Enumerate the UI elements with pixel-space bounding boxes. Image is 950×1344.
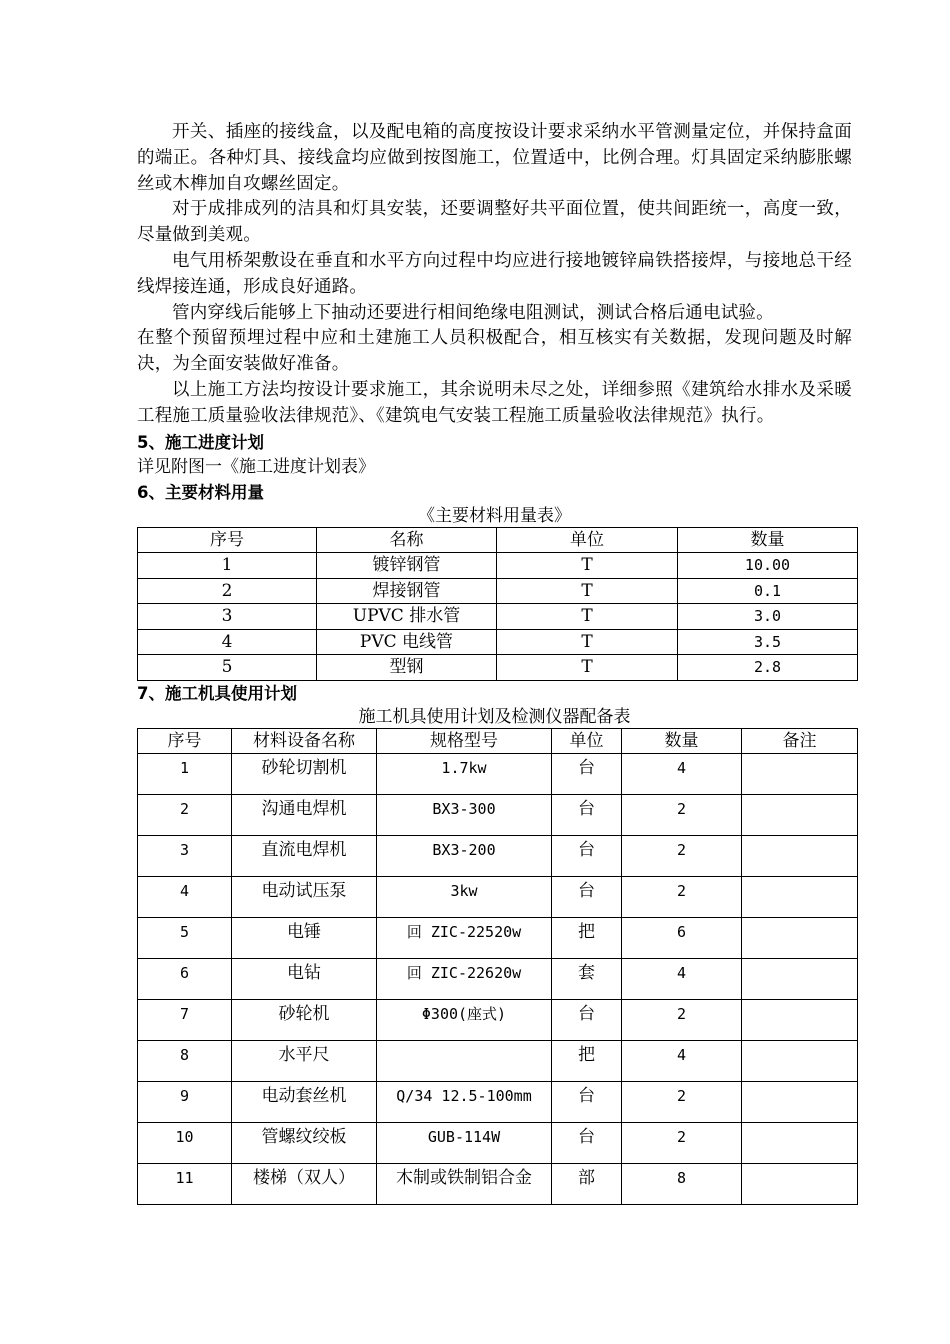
table-cell: 0.1 [678,578,858,604]
table-row [138,876,858,917]
table-cell: 3.0 [678,604,858,630]
table-cell: 电钻 [232,958,377,999]
table-row [138,958,858,999]
table-cell [742,917,858,958]
table-cell: 管螺纹绞板 [232,1122,377,1163]
column-header: 规格型号 [377,728,552,753]
table-cell: 10.00 [678,553,858,579]
table-cell: 台 [552,1122,622,1163]
column-header: 数量 [678,527,858,553]
column-header: 备注 [742,728,858,753]
table-cell: Φ300(座式) [377,999,552,1040]
table-cell: 把 [552,917,622,958]
table-cell: 2 [622,876,742,917]
table-cell: 2 [622,794,742,835]
table-cell: 1 [138,753,232,794]
column-header: 材料设备名称 [232,728,377,753]
table-cell [377,1040,552,1081]
table-cell: 沟通电焊机 [232,794,377,835]
table-cell: 4 [138,629,317,655]
table-cell: 砂轮机 [232,999,377,1040]
table-cell: 木制或铁制铝合金 [377,1163,552,1204]
table-cell: 5 [138,917,232,958]
equipment-table [137,728,858,1205]
table-cell [742,958,858,999]
table-cell: 砂轮切割机 [232,753,377,794]
table-cell: 1.7kw [377,753,552,794]
table-row [138,1122,858,1163]
table-cell: 2 [138,578,317,604]
table-cell: UPVC 排水管 [317,604,497,630]
table-cell: 2 [622,1122,742,1163]
table-cell: 台 [552,835,622,876]
table-cell: 台 [552,999,622,1040]
paragraph: 开关、插座的接线盒，以及配电箱的高度按设计要求采纳水平管测量定位，并保持盒面的端正。各种灯具、接线盒均应做到按图施工，位置适中，比例合理。灯具固定采纳膨胀螺丝或木榫加自攻螺丝固定。 [137,122,852,194]
table-row [138,655,858,681]
table-caption: 《主要材料用量表》 [418,505,571,526]
table-cell: 8 [138,1040,232,1081]
table-cell: 1 [138,553,317,579]
paragraph: 电气用桥架敷设在垂直和水平方向过程中均应进行接地镀锌扁铁搭接焊，与接地总干经线焊接连通，形成良好通路。 [137,250,852,297]
table-cell: 电动试压泵 [232,876,377,917]
paragraph: 对于成排成列的洁具和灯具安装，还要调整好共平面位置，使共间距统一，高度一致，尽量做到美观。 [137,199,852,246]
table-cell: 5 [138,655,317,681]
section-heading: 7、施工机具使用计划 [137,683,297,703]
table-cell: 6 [622,917,742,958]
table-cell: 套 [552,958,622,999]
column-header: 数量 [622,728,742,753]
table-cell [742,794,858,835]
materials-table [137,527,858,681]
table-cell: T [497,604,678,630]
table-cell [742,876,858,917]
column-header: 序号 [138,728,232,753]
table-header-row [138,728,858,753]
table-cell: 台 [552,794,622,835]
table-row [138,753,858,794]
paragraph: 以上施工方法均按设计要求施工，其余说明未尽之处，详细参照《建筑给水排水及采暖工程施工质量验收法律规范》、《建筑电气安装工程施工质量验收法律规范》执行。 [137,379,852,426]
table-cell: 2 [138,794,232,835]
table-cell: 楼梯（双人） [232,1163,377,1204]
table-cell: 11 [138,1163,232,1204]
table-cell: 电锤 [232,917,377,958]
table-cell: 回 ZIC-22620w [377,958,552,999]
table-cell: 9 [138,1081,232,1122]
table-cell: 台 [552,1081,622,1122]
table-row [138,835,858,876]
column-header: 单位 [552,728,622,753]
table-cell: BX3-300 [377,794,552,835]
table-cell: 2 [622,1081,742,1122]
table-cell [742,1081,858,1122]
column-header: 名称 [317,527,497,553]
table-cell: 台 [552,753,622,794]
table-header-row [138,527,858,553]
table-cell: 4 [622,753,742,794]
document-page [137,120,852,1205]
table-cell: 镀锌钢管 [317,553,497,579]
table-cell [742,1040,858,1081]
table-row [138,794,858,835]
table-cell: 型钢 [317,655,497,681]
table-cell: BX3-200 [377,835,552,876]
table-cell: 把 [552,1040,622,1081]
table-row [138,578,858,604]
section-text: 详见附图一《施工进度计划表》 [137,456,375,477]
table-cell: T [497,578,678,604]
table-cell: 4 [622,958,742,999]
table-row [138,604,858,630]
table-cell: 回 ZIC-22520w [377,917,552,958]
section-heading: 6、主要材料用量 [137,482,264,502]
paragraph: 管内穿线后能够上下抽动还要进行相间绝缘电阻测试，测试合格后通电试验。 [172,302,774,323]
table-cell: 台 [552,876,622,917]
table-cell: Q/34 12.5-100mm [377,1081,552,1122]
table-cell [742,835,858,876]
column-header: 单位 [497,527,678,553]
table-cell: 6 [138,958,232,999]
table-cell [742,1122,858,1163]
table-cell: 直流电焊机 [232,835,377,876]
table-row [138,1081,858,1122]
table-cell: T [497,655,678,681]
column-header: 序号 [138,527,317,553]
table-row [138,553,858,579]
table-row [138,1040,858,1081]
table-cell: 2 [622,999,742,1040]
table-cell: 3 [138,835,232,876]
table-cell: 3 [138,604,317,630]
table-cell: 8 [622,1163,742,1204]
table-cell: T [497,629,678,655]
table-row [138,629,858,655]
paragraph: 在整个预留预埋过程中应和土建施工人员积极配合，相互核实有关数据，发现问题及时解决，为全面安装做好准备。 [137,328,852,375]
table-cell: 7 [138,999,232,1040]
table-row [138,999,858,1040]
table-cell: GUB-114W [377,1122,552,1163]
table-row [138,917,858,958]
table-cell: 4 [622,1040,742,1081]
table-cell: 2.8 [678,655,858,681]
table-cell: PVC 电线管 [317,629,497,655]
table-cell: 3kw [377,876,552,917]
table-cell: 水平尺 [232,1040,377,1081]
table-cell: T [497,553,678,579]
table-cell: 2 [622,835,742,876]
table-cell [742,753,858,794]
table-caption: 施工机具使用计划及检测仪器配备表 [358,706,631,727]
table-cell: 部 [552,1163,622,1204]
table-cell: 3.5 [678,629,858,655]
table-cell: 10 [138,1122,232,1163]
table-cell [742,999,858,1040]
section-heading: 5、施工进度计划 [137,432,264,452]
table-cell: 电动套丝机 [232,1081,377,1122]
table-row [138,1163,858,1204]
table-cell [742,1163,858,1204]
table-cell: 4 [138,876,232,917]
table-cell: 焊接钢管 [317,578,497,604]
